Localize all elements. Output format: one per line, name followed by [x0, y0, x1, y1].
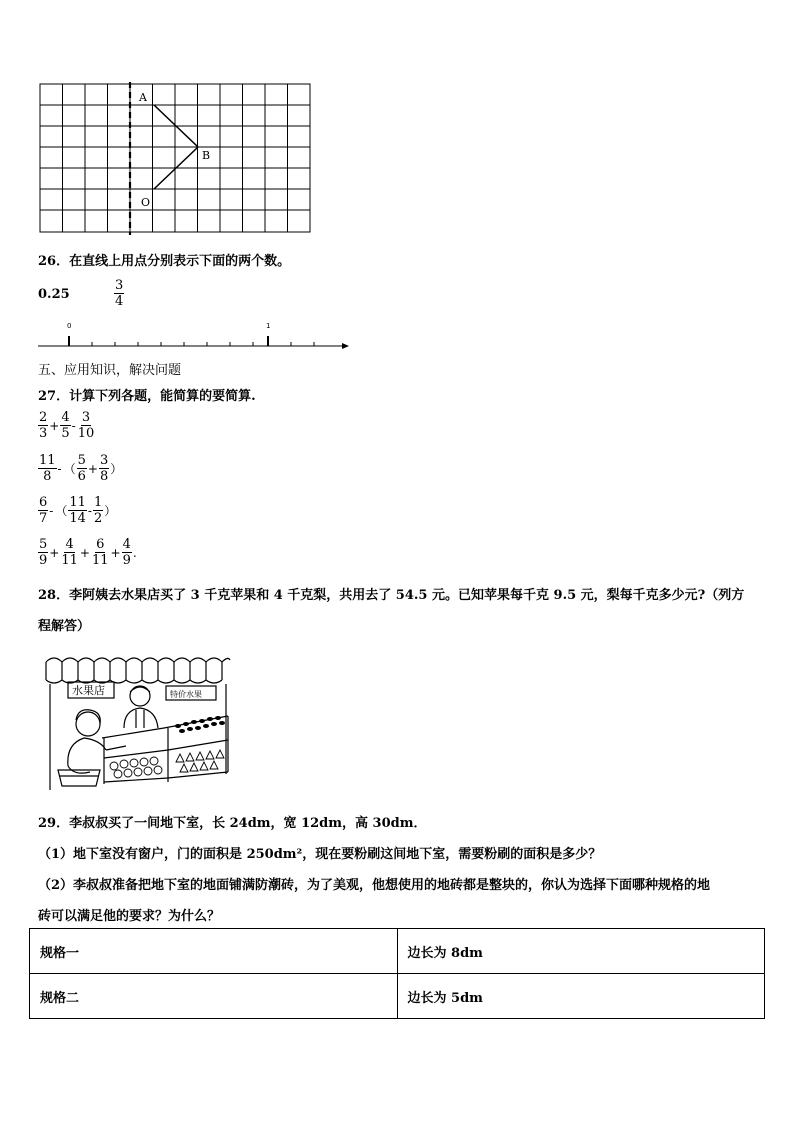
q28-line-1: 28．李阿姨去水果店买了 3 千克苹果和 4 千克梨，共用去了 54.5 元。已知苹果每千克 9.5 元，梨每千克多少元?（列方 — [38, 588, 745, 603]
table-cell: 边长为 8dm — [397, 929, 765, 974]
q29-part-2-line-2: 砖可以满足他的要求？为什么？ — [38, 909, 221, 924]
tile-spec-table — [29, 928, 765, 1019]
tick-0: 0 — [67, 322, 72, 330]
q27-expr-1: $\frac{2}{3}$ + $\frac{4}{5}$ - $\frac{3}{10}$ — [39, 410, 95, 441]
q26-number-2: $\frac{3}{4}$ — [115, 278, 124, 309]
grid-figure — [38, 82, 313, 235]
shop-sign-2: 特价水果 — [170, 690, 202, 699]
label-b: B — [202, 149, 211, 162]
q29-part-2-line-1: （2）李叔叔准备把地下室的地面铺满防潮砖，为了美观，他想使用的地砖都是整块的，你认为选择下面哪种规格的地 — [38, 878, 711, 893]
table-cell: 规格二 — [30, 974, 398, 1019]
q27-expr-3: $\frac{6}{7}$ - （ $\frac{11}{14}$ - $\frac{1}{2}$ ） — [39, 495, 117, 526]
q27-expr-2: $\frac{11}{8}$ - （ $\frac{5}{6}$ + $\frac{3}{8}$ ） — [39, 453, 123, 484]
q29-title: 29．李叔叔买了一间地下室，长 24dm，宽 12dm，高 30dm． — [38, 816, 427, 831]
fruit-shop-illustration — [44, 654, 232, 792]
q28-line-2: 程解答） — [38, 619, 91, 634]
shop-sign-1: 水果店 — [72, 684, 105, 697]
tick-1: 1 — [266, 322, 271, 330]
table-cell: 规格一 — [30, 929, 398, 974]
label-o: O — [141, 196, 151, 209]
number-line — [36, 318, 352, 352]
q27-expr-4: $\frac{5}{9}$ + $\frac{4}{11}$ + $\frac{6}{11}$ + $\frac{4}{9}$ . — [39, 537, 137, 568]
q29-part-1: （1）地下室没有窗户，门的面积是 250dm²，现在要粉刷这间地下室，需要粉刷的面积是多少？ — [38, 847, 602, 862]
table-row — [30, 929, 765, 974]
q27-title: 27．计算下列各题，能简算的要简算. — [38, 389, 256, 404]
table-row — [30, 974, 765, 1019]
label-a: A — [139, 91, 147, 104]
section-5-heading: 五、应用知识，解决问题 — [38, 363, 182, 378]
q26-number-1: 0.25 — [38, 287, 70, 302]
table-cell: 边长为 5dm — [397, 974, 765, 1019]
q26-title: 26．在直线上用点分别表示下面的两个数。 — [38, 254, 291, 269]
